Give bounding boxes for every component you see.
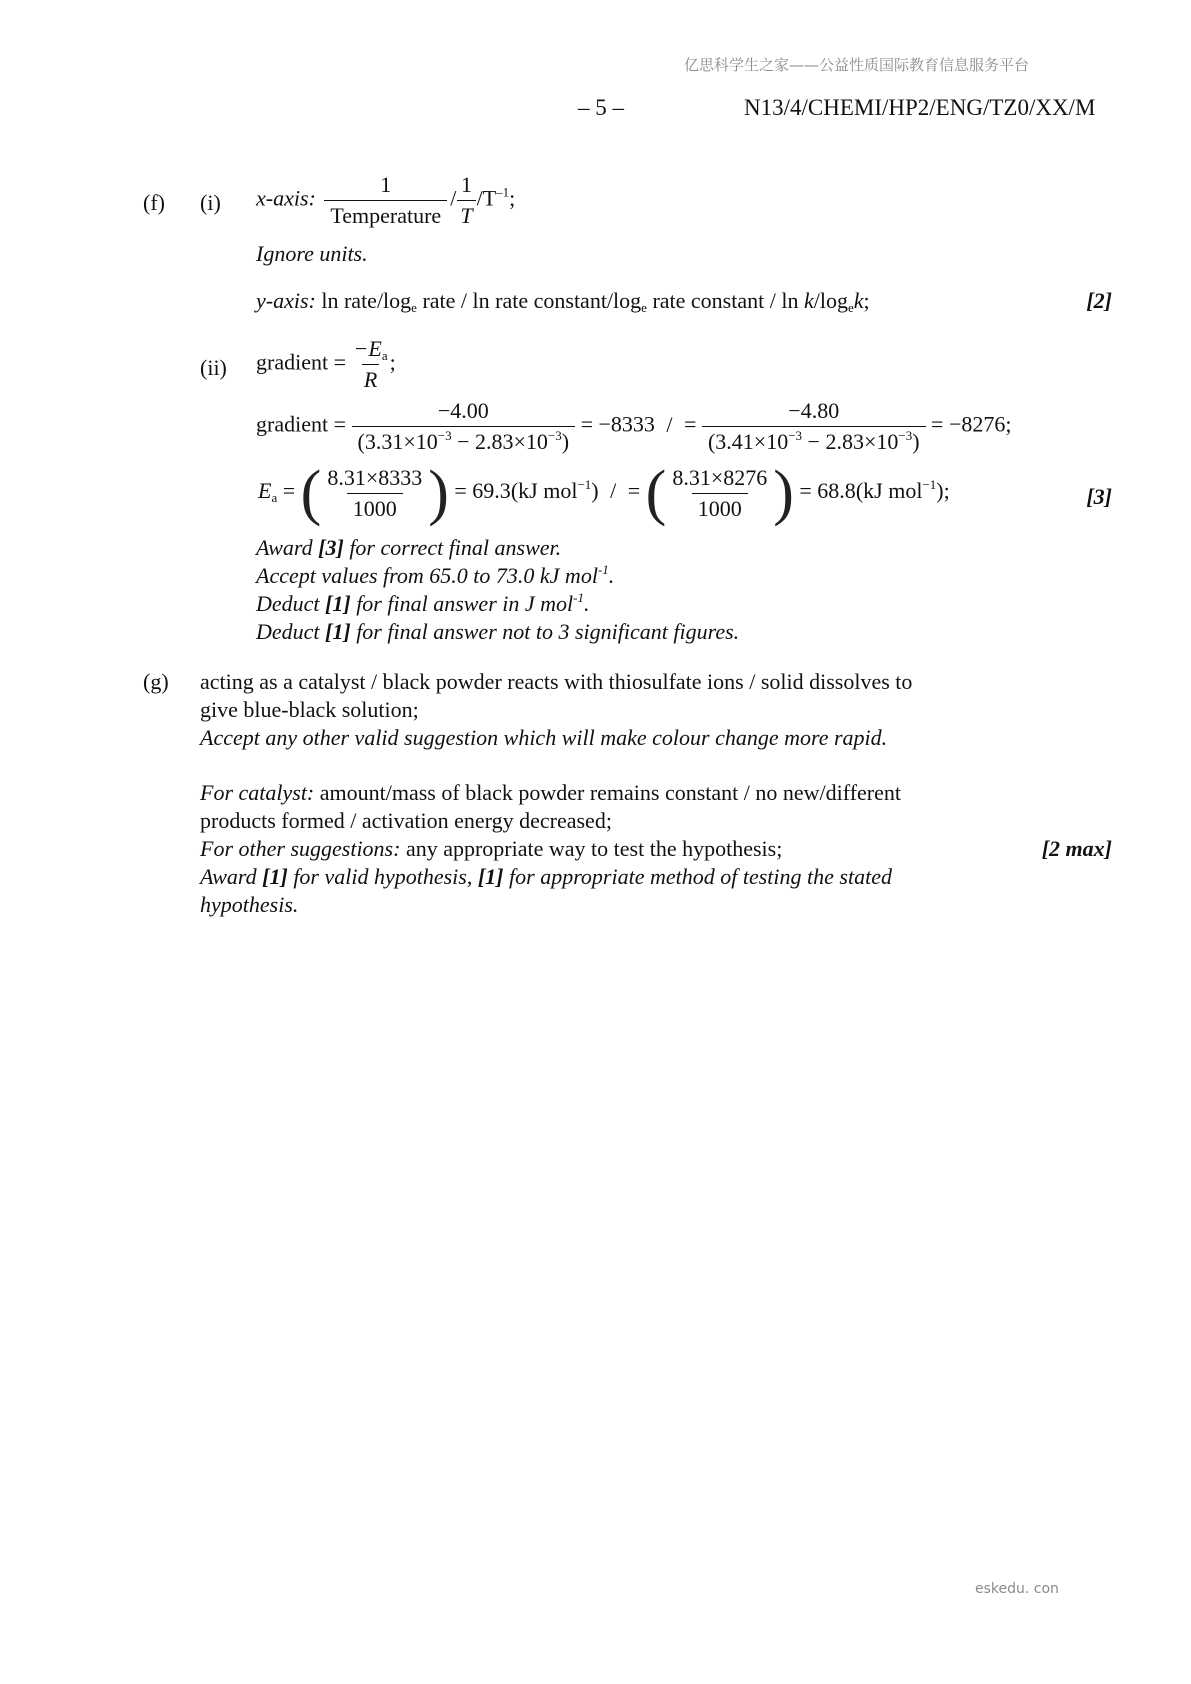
watermark-top: 亿思科学生之家——公益性质国际教育信息服务平台 <box>684 56 1030 74</box>
calc-fraction-2 <box>702 398 926 455</box>
note-mark: [1] <box>262 864 288 889</box>
equals: = <box>333 411 347 437</box>
catalyst-label: For catalyst: <box>200 780 315 805</box>
x-axis-line <box>256 172 515 229</box>
gradient-word: gradient <box>256 411 329 437</box>
note-mark: [1] <box>477 864 504 889</box>
ea-denominator-2: 1000 <box>692 493 748 522</box>
other-suggestions-label: For other suggestions: <box>200 836 401 861</box>
note-sup: -1 <box>573 590 584 605</box>
den-text: ) <box>912 429 920 454</box>
note-deduct-sf <box>256 618 739 646</box>
marks-f-i: [2] <box>1086 288 1112 313</box>
y-axis-sub: e <box>411 300 417 315</box>
calc-end: ; <box>1005 411 1012 437</box>
note-text: Deduct <box>256 591 326 616</box>
calc-denominator-2 <box>702 426 926 455</box>
den-sup: −3 <box>547 428 562 443</box>
watermark-bottom: eskedu. con <box>975 1581 1059 1597</box>
y-axis-text: rate / ln rate constant/log <box>416 288 642 313</box>
note-mark: [1] <box>325 591 351 616</box>
line-text: any appropriate way to test the hypothesis; <box>400 836 783 861</box>
x-axis-fraction <box>324 172 447 229</box>
y-axis-k: k <box>853 288 864 313</box>
note-deduct-j <box>256 590 589 618</box>
part-g-line-6 <box>200 835 782 863</box>
x-axis-label: x-axis: <box>256 185 316 211</box>
ea-unit-end-1: ) <box>591 478 599 504</box>
marks-f-ii: [3] <box>1086 484 1112 509</box>
paren-left: ( <box>645 459 667 527</box>
gradient-word: gradient <box>256 349 329 375</box>
line-text: for appropriate method of testing the stated <box>503 864 892 889</box>
y-axis-end: ; <box>863 288 870 313</box>
y-axis-sub: e <box>641 300 647 315</box>
paren-left: ( <box>300 459 322 527</box>
part-g-label: (g) <box>143 669 169 694</box>
gradient-numerator <box>352 336 390 364</box>
part-g-line-4 <box>200 779 901 807</box>
ea-result-1: = 69.3 <box>454 478 511 504</box>
ea-unit-end-2: ) <box>936 478 944 504</box>
x-axis-denominator: Temperature <box>324 200 447 229</box>
part-g-line-8: hypothesis. <box>200 892 299 917</box>
den-text: (3.31×10 <box>357 429 438 454</box>
equals: = <box>684 411 697 437</box>
note-text: Deduct <box>256 619 326 644</box>
note-sup: -1 <box>597 562 609 577</box>
equals: = <box>333 349 347 375</box>
ea-numerator-1: 8.31×8333 <box>327 464 423 490</box>
calc-numerator-2: −4.80 <box>788 398 840 423</box>
note-text: for final answer not to 3 significant figures. <box>350 619 740 644</box>
ea-end: ; <box>943 478 950 504</box>
x-axis-unit-sup: –1 <box>496 184 510 200</box>
ea-denominator-1: 1000 <box>347 493 403 522</box>
line-text: for valid hypothesis, <box>287 864 478 889</box>
part-f-i-label: (i) <box>200 190 221 215</box>
gradient-calculation <box>256 398 1012 455</box>
part-g-line-2: give blue-black solution; <box>200 697 419 722</box>
note-text: . <box>583 591 590 616</box>
calc-fraction-1 <box>352 398 576 455</box>
ea-unit-2: (kJ mol <box>855 478 923 504</box>
x-axis-denominator-2: T <box>457 200 475 229</box>
ea-fraction-2 <box>666 465 773 522</box>
den-text: ) <box>561 429 570 454</box>
y-axis-label: y-axis: <box>256 288 316 313</box>
ea-unit-sup-2: −1 <box>922 477 937 493</box>
den-sup: −3 <box>898 428 913 443</box>
or-separator: / <box>666 411 673 437</box>
note-accept-values <box>256 562 614 590</box>
part-f-ii-label: (ii) <box>200 355 227 380</box>
ea-numerator-2: 8.31×8276 <box>672 464 768 490</box>
ea-result-2: = 68.8 <box>799 478 856 504</box>
part-g-line-1: acting as a catalyst / black powder reacts with thiosulfate ions / solid dissolves to <box>200 669 913 694</box>
note-text: . <box>608 563 615 588</box>
y-axis-line <box>256 288 870 314</box>
den-sup: −3 <box>788 428 803 443</box>
page-number: – 5 – <box>578 95 624 120</box>
y-axis-k: k <box>803 288 814 313</box>
marks-g: [2 max] <box>1041 836 1112 861</box>
gradient-denominator: R <box>362 364 379 393</box>
part-g-line-7 <box>200 863 892 891</box>
paren-right: ) <box>773 459 794 527</box>
gradient-num-text: −E <box>353 336 382 361</box>
equals: = <box>282 478 296 504</box>
document-code: N13/4/CHEMI/HP2/ENG/TZ0/XX/M <box>744 95 1096 120</box>
ea-paren-2 <box>645 459 794 527</box>
line-text: Award <box>200 864 263 889</box>
x-axis-numerator: 1 <box>380 172 392 197</box>
note-text: Accept values from 65.0 to 73.0 kJ mol <box>256 563 598 588</box>
den-text: − 2.83×10 <box>451 429 548 454</box>
paren-right: ) <box>428 459 449 527</box>
ea-unit-1: (kJ mol <box>510 478 578 504</box>
y-axis-text: rate constant / ln <box>646 288 804 313</box>
part-g-line-3: Accept any other valid suggestion which will make colour change more rapid. <box>200 725 888 750</box>
x-axis-unit: /T <box>476 185 497 211</box>
note-text: Award <box>256 535 319 560</box>
den-text: − 2.83×10 <box>802 429 899 454</box>
line-text: amount/mass of black powder remains constant / no new/different <box>314 780 901 805</box>
y-axis-text: /log <box>813 288 848 313</box>
calc-result-2: = −8276 <box>931 411 1006 437</box>
x-axis-end: ; <box>509 185 516 211</box>
x-axis-numerator-2: 1 <box>460 172 472 197</box>
ea-sub: a <box>271 490 278 506</box>
part-f-label: (f) <box>143 190 165 215</box>
note-award-3 <box>256 534 561 562</box>
calc-numerator-1: −4.00 <box>437 398 489 423</box>
or-separator: / <box>610 478 617 504</box>
part-g-line-5: products formed / activation energy decreased; <box>200 808 612 833</box>
ea-fraction-1 <box>321 465 428 522</box>
ignore-units: Ignore units. <box>256 241 368 266</box>
gradient-fraction <box>352 336 390 393</box>
note-mark: [3] <box>318 535 344 560</box>
ea-calculation <box>258 459 950 527</box>
gradient-num-sub: a <box>381 348 388 363</box>
y-axis-text: ln rate/log <box>321 288 412 313</box>
gradient-definition <box>256 336 396 393</box>
equals: = <box>627 478 641 504</box>
calc-denominator-1 <box>352 426 576 455</box>
x-axis-fraction-2 <box>457 172 475 229</box>
calc-result-1: = −8333 <box>580 411 655 437</box>
x-axis-slash: / <box>450 185 457 211</box>
den-text: (3.41×10 <box>707 429 789 454</box>
note-text: for correct final answer. <box>343 535 562 560</box>
ea-unit-sup-1: −1 <box>577 477 592 493</box>
y-axis-sub: e <box>847 300 854 315</box>
den-sup: −3 <box>437 428 452 443</box>
gradient-end: ; <box>389 349 396 375</box>
note-text: for final answer in J mol <box>350 591 574 616</box>
ea-symbol: E <box>258 478 272 504</box>
note-mark: [1] <box>325 619 351 644</box>
ea-paren-1 <box>300 459 449 527</box>
